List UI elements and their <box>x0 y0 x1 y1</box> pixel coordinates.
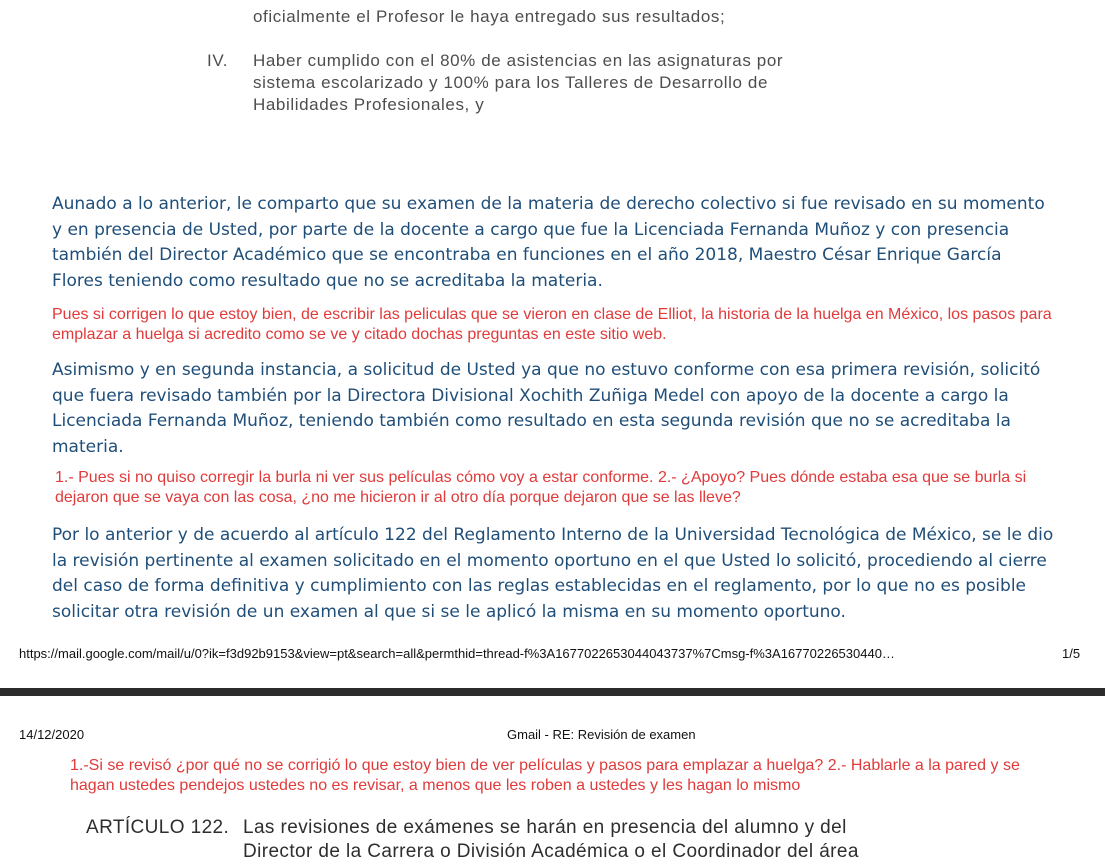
header-title: Gmail - RE: Revisión de examen <box>507 727 696 742</box>
paragraph-article-122: Por lo anterior y de acuerdo al artículo 122 del Reglamento Interno de la Universidad Tecnológica de México, se le dio la revisión pertinente al examen solicitado en el momento oportuno en el que Usted lo solicitó, procediendo al cierre del caso de forma definitiva y cumplimiento con las reglas establecidas en el reglamento, por lo que no es posible solicitar otra revisión de un examen al que si se le aplicó la misma en su momento oportuno. <box>52 525 1054 622</box>
scanned-regulation-excerpt <box>0 0 1105 120</box>
paragraph-second-review: Asimismo y en segunda instancia, a solicitud de Usted ya que no estuvo conforme con esa primera revisión, solicitó que fuera revisado también por la Directora Divisional Xochith Zuñiga Medel con apoyo de la docente a cargo la Licenciada Fernanda Muñoz, teniendo también como resultado en esta segunda revisión que no se acreditaba la materia. <box>52 360 1041 457</box>
header-date: 14/12/2020 <box>19 727 85 742</box>
note-page2: 1.-Si se revisó ¿por qué no se corrigió lo que estoy bien de ver películas y pasos para emplazar a huelga? 2.- Hablarle a la pared y se hagan ustedes pendejos ustedes no es revisar, a menos que les roben a ustedes y les hagan lo mismo <box>70 757 1020 794</box>
note-first-review: Pues si corrigen lo que estoy bien, de escribir las peliculas que se vieron en clase de Elliot, la historia de la huelga en México, los pasos para emplazar a huelga si acredito como se ve y citado dochas preguntas en este sitio web. <box>52 306 1052 343</box>
note-second-review: 1.- Pues si no quiso corregir la burla ni ver sus películas cómo voy a estar conforme. 2.- ¿Apoyo? Pues dónde estaba esa que se burla si dejaron que se vaya con las cosa, ¿no me hicieron ir al otro día porque dejaron que se las lleve? <box>55 469 1027 506</box>
paragraph-first-review: Aunado a lo anterior, le comparto que su examen de la materia de derecho colectivo si fue revisado en su momento y en presencia de Usted, por parte de la docente a cargo que fue la Licenciada Fernanda Muñoz y con presencia también del Director Académico que se encontraba en funciones en el año 2018, Maestro César Enrique García Flores teniendo como resultado que no se acreditaba la materia. <box>52 194 1045 291</box>
item-line-2: sistema escolarizado y 100% para los Talleres de Desarrollo de <box>253 73 769 92</box>
scan-prev-line: oficialmente el Profesor le haya entregado sus resultados; <box>253 7 726 26</box>
item-line-3: Habilidades Profesionales, y <box>253 95 485 114</box>
article-label: ARTÍCULO 122. <box>86 817 230 838</box>
article-line-1: Las revisiones de exámenes se harán en presencia del alumno y del <box>243 817 847 838</box>
item-line-1: Haber cumplido con el 80% de asistencias en las asignaturas por <box>253 51 784 70</box>
page-break-divider <box>0 688 1105 696</box>
footer-url-link[interactable]: https://mail.google.com/mail/u/0?ik=f3d92b9153&view=pt&search=all&permthid=thread-f%3A1677022653044043737%7Cmsg-f%3A16770226530440… <box>19 646 895 661</box>
article-line-2: Director de la Carrera o División Académica o el Coordinador del área <box>243 841 859 862</box>
item-numeral: IV. <box>207 51 229 70</box>
page-number: 1/5 <box>1062 646 1081 661</box>
